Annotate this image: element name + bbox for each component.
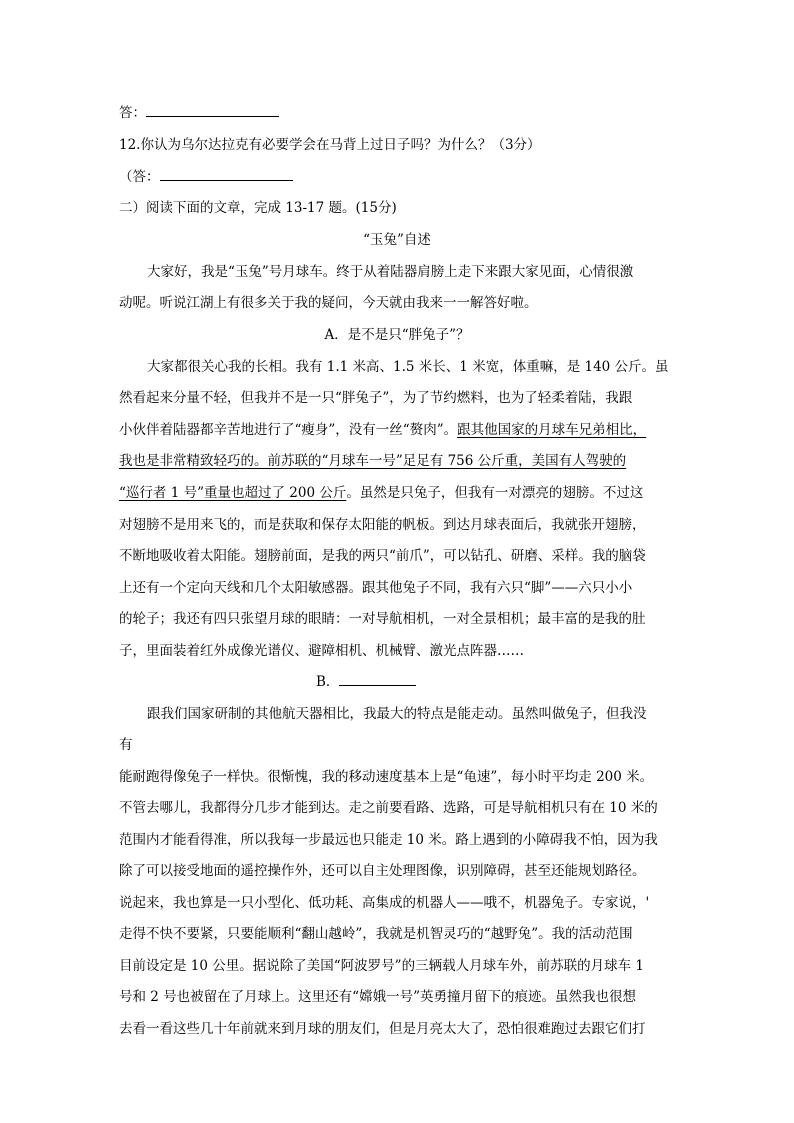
heading-blank[interactable] xyxy=(339,673,416,686)
paragraph-line: 走得不快不要紧，只要能顺利“翻山越岭”，我就是机智灵巧的“越野兔”。我的活动范围 xyxy=(119,926,633,942)
article-title: “玉兔”自述 xyxy=(363,232,431,248)
paragraph-line: 跟我们国家研制的其他航天器相比，我最大的特点是能走动。虽然叫做兔子，但我没 xyxy=(147,706,647,722)
paragraph-line: 的轮子；我还有四只张望月球的眼睛：一对导航相机，一对全景相机；最丰富的是我的肚 xyxy=(119,611,646,627)
answer-label: （答： xyxy=(119,169,160,185)
q11-answer-line xyxy=(119,104,279,122)
text-segment: 。虽然是只兔子，但我有一对漂亮的翅膀。不过这 xyxy=(346,485,644,501)
paragraph-line: 上还有一个定向天线和几个太阳敏感器。跟其他兔子不同，我有六只“脚”——六只小小 xyxy=(119,580,633,596)
paragraph-line: 不管去哪儿，我都得分几步才能到达。走之前要看路、选路，可是导航相机只有在 10 米的 xyxy=(119,800,658,816)
paragraph-line: 说起来，我也算是一只小型化、低功耗、高集成的机器人——哦不，机器兔子。专家说，' xyxy=(119,895,650,911)
underlined-text: “巡行者 1 号”重量也超过了 200 公斤 xyxy=(119,485,347,501)
paragraph-line: 不断地吸收着太阳能。翅膀前面，是我的两只“前爪”，可以钻孔、研磨、采样。我的脑袋 xyxy=(119,548,646,564)
paragraph-line: 号和 2 号也被留在了月球上。这里还有“嫦娥一号”英勇撞月留下的痕迹。虽然我也很想 xyxy=(119,989,636,1005)
underlined-text: 我也是非常精致轻巧的。前苏联的“月球车一号”足足有 756 公斤重，美国有人驾驶的 xyxy=(119,453,627,469)
paragraph-line xyxy=(119,484,643,502)
paragraph-line: 子，里面装着红外成像光谱仪、避障相机、机械臂、激光点阵器…… xyxy=(119,643,524,659)
paragraph-line: 有 xyxy=(119,737,133,753)
paragraph-line: 然看起来分量不轻，但我并不是一只“胖兔子”，为了节约燃料，也为了轻柔着陆，我跟 xyxy=(119,390,633,406)
answer-blank[interactable] xyxy=(146,104,279,117)
paragraph-line: 大家好，我是“玉兔”号月球车。终于从着陆器肩膀上走下来跟大家见面，心情很激 xyxy=(147,264,634,280)
section-heading-a: A．是不是只“胖兔子”？ xyxy=(324,327,470,343)
answer-label: 答： xyxy=(119,105,146,121)
paragraph-line: 动呢。听说江湖上有很多关于我的疑问，今天就由我来一一解答好啦。 xyxy=(119,295,538,311)
section-2-intro: 二）阅读下面的文章，完成 13-17 题。(15分) xyxy=(119,200,397,216)
paragraph-line xyxy=(119,421,646,439)
text-segment: 小伙伴着陆器都辛苦地进行了“瘦身”，没有一丝“赘肉”。 xyxy=(119,422,458,438)
question-12: 12.你认为乌尔达拉克有必要学会在马背上过日子吗？为什么？（3分） xyxy=(119,137,541,153)
paragraph-line: 范围内才能看得准，所以我每一步最远也只能走 10 米。路上遇到的小障碍我不怕，因为我 xyxy=(119,832,658,848)
paragraph-line: 去看一看这些几十年前就来到月球的朋友们，但是月亮太大了，恐怕很难跑过去跟它们打 xyxy=(119,1021,646,1037)
paragraph-line: 目前设定是 10 公里。据说除了美国“阿波罗号”的三辆载人月球车外，前苏联的月球车 1 xyxy=(119,958,644,974)
paragraph-line: 对翅膀不是用来飞的，而是获取和保存太阳能的帆板。到达月球表面后，我就张开翅膀， xyxy=(119,517,646,533)
q12-answer-line xyxy=(119,168,293,186)
paragraph-line: 大家都很关心我的长相。我有 1.1 米高、1.5 米长、1 米宽，体重嘛，是 140 公斤。虽 xyxy=(147,359,669,375)
section-heading-b xyxy=(316,673,416,691)
heading-label: B． xyxy=(316,674,340,690)
paragraph-line: 能耐跑得像兔子一样快。很惭愧，我的移动速度基本上是“龟速”，每小时平均走 200 米。 xyxy=(119,769,654,785)
underlined-text: 跟其他国家的月球车兄弟相比， xyxy=(457,422,647,438)
paragraph-line: 除了可以接受地面的遥控操作外，还可以自主处理图像，识别障碍，甚至还能规划路径。 xyxy=(119,863,646,879)
answer-blank[interactable] xyxy=(160,168,293,181)
